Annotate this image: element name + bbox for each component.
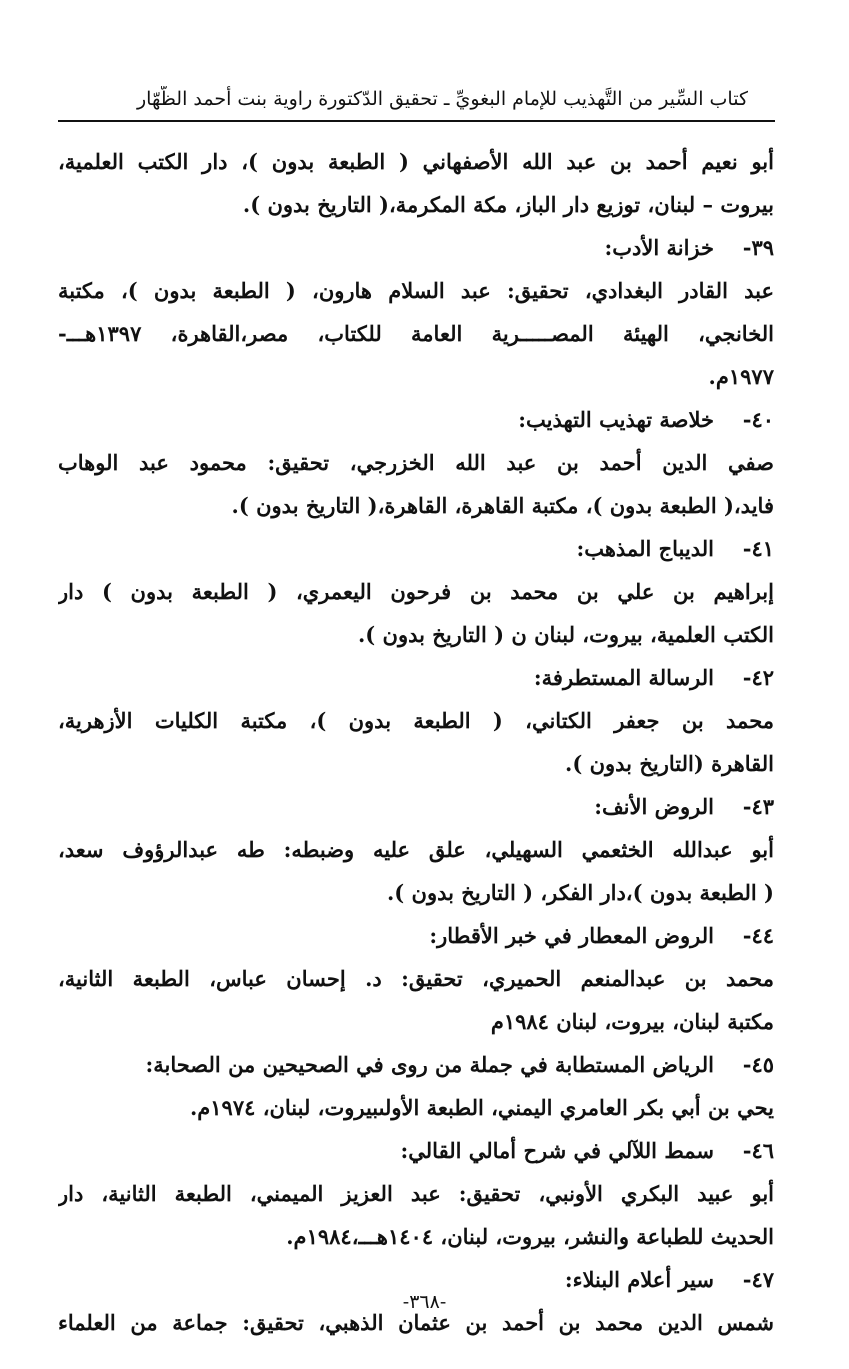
text-line: أبو نعيم أحمد بن عبد الله الأصفهاني ( الطبعة بدون )، دار الكتب العلمية، bbox=[58, 149, 774, 174]
text-line: إبراهيم بن علي بن محمد بن فرحون اليعمري، ( الطبعة بدون ) دار bbox=[58, 579, 774, 604]
entry-heading bbox=[58, 785, 774, 828]
text-line: الحديث للطباعة والنشر، بيروت، لبنان، ١٤٠٤هـــ،١٩٨٤م. bbox=[286, 1224, 774, 1249]
text-line: بيروت – لبنان، توزيع دار الباز، مكة المكرمة،( التاريخ بدون ). bbox=[242, 192, 774, 217]
text-line: الخانجي، الهيئة المصـــــرية العامة للكتاب، مصر،القاهرة، ١٣٩٧هـــ- bbox=[58, 321, 774, 346]
entry-title: سمط اللآلي في شرح أمالي القالي: bbox=[400, 1138, 714, 1163]
entry-title: الرسالة المستطرفة: bbox=[533, 665, 714, 690]
entry-number: ٤٥- bbox=[742, 1052, 774, 1077]
entry-number: ٣٩- bbox=[742, 235, 774, 260]
running-header: كتاب السِّير من التَّهذيب للإمام البغويِّ ـ تحقيق الدّكتورة راوية بنت أحمد الظّهّار bbox=[136, 88, 748, 110]
text-line: محمد بن جعفر الكتاني، ( الطبعة بدون )، مكتبة الكليات الأزهرية، bbox=[58, 708, 774, 733]
text-line: أبو عبدالله الخثعمي السهيلي، علق عليه وضبطه: طه عبدالرؤوف سعد، bbox=[58, 837, 774, 862]
entry-title: الرياض المستطابة في جملة من روى في الصحيحين من الصحابة: bbox=[145, 1052, 714, 1077]
header-divider bbox=[58, 120, 775, 122]
page-number: -٣٦٨- bbox=[402, 1291, 447, 1313]
text-line: فايد،( الطبعة بدون )، مكتبة القاهرة، القاهرة،( التاريخ بدون ). bbox=[231, 493, 774, 518]
entry-title: خزانة الأدب: bbox=[604, 235, 714, 260]
text-line: أبو عبيد البكري الأونبي، تحقيق: عبد العزيز الميمني، الطبعة الثانية، دار bbox=[58, 1181, 774, 1206]
text-line: القاهرة (التاريخ بدون ). bbox=[565, 751, 774, 776]
entry-number: ٤٢- bbox=[742, 665, 774, 690]
entry-title: الروض المعطار في خبر الأقطار: bbox=[429, 923, 714, 948]
entry-title: خلاصة تهذيب التهذيب: bbox=[518, 407, 714, 432]
entry-number: ٤٠- bbox=[742, 407, 774, 432]
entry-heading bbox=[58, 527, 774, 570]
text-line: شمس الدين محمد بن أحمد بن عثمان الذهبي، تحقيق: جماعة من العلماء bbox=[58, 1310, 774, 1335]
text-line: عبد القادر البغدادي، تحقيق: عبد السلام هارون، ( الطبعة بدون )، مكتبة bbox=[58, 278, 774, 303]
text-line: صفي الدين أحمد بن عبد الله الخزرجي، تحقيق: محمود عبد الوهاب bbox=[58, 450, 774, 475]
text-line: ( الطبعة بدون )،دار الفكر، ( التاريخ بدون ). bbox=[386, 880, 774, 905]
entry-number: ٤١- bbox=[742, 536, 774, 561]
text-line: مكتبة لبنان، بيروت، لبنان ١٩٨٤م bbox=[490, 1009, 774, 1034]
entry-heading bbox=[58, 226, 774, 269]
entry-title: الديباج المذهب: bbox=[576, 536, 714, 561]
entry-title: الروض الأنف: bbox=[594, 794, 714, 819]
entry-number: ٤٦- bbox=[742, 1138, 774, 1163]
entry-heading bbox=[58, 1129, 774, 1172]
entry-heading bbox=[58, 398, 774, 441]
entry-heading bbox=[58, 914, 774, 957]
entry-number: ٤٤- bbox=[742, 923, 774, 948]
entry-heading bbox=[58, 656, 774, 699]
text-line: الكتب العلمية، بيروت، لبنان ن ( التاريخ بدون ). bbox=[357, 622, 774, 647]
text-line: يحي بن أبي بكر العامري اليمني، الطبعة الأولىبيروت، لبنان، ١٩٧٤م. bbox=[189, 1095, 774, 1120]
text-line: محمد بن عبدالمنعم الحميري، تحقيق: د. إحسان عباس، الطبعة الثانية، bbox=[58, 966, 774, 991]
entry-number: ٤٧- bbox=[742, 1267, 774, 1292]
entry-number: ٤٣- bbox=[742, 794, 774, 819]
bibliography-list bbox=[58, 140, 774, 1344]
entry-heading bbox=[58, 1043, 774, 1086]
text-line: ١٩٧٧م. bbox=[708, 364, 774, 389]
entry-title: سير أعلام البنلاء: bbox=[564, 1267, 714, 1292]
